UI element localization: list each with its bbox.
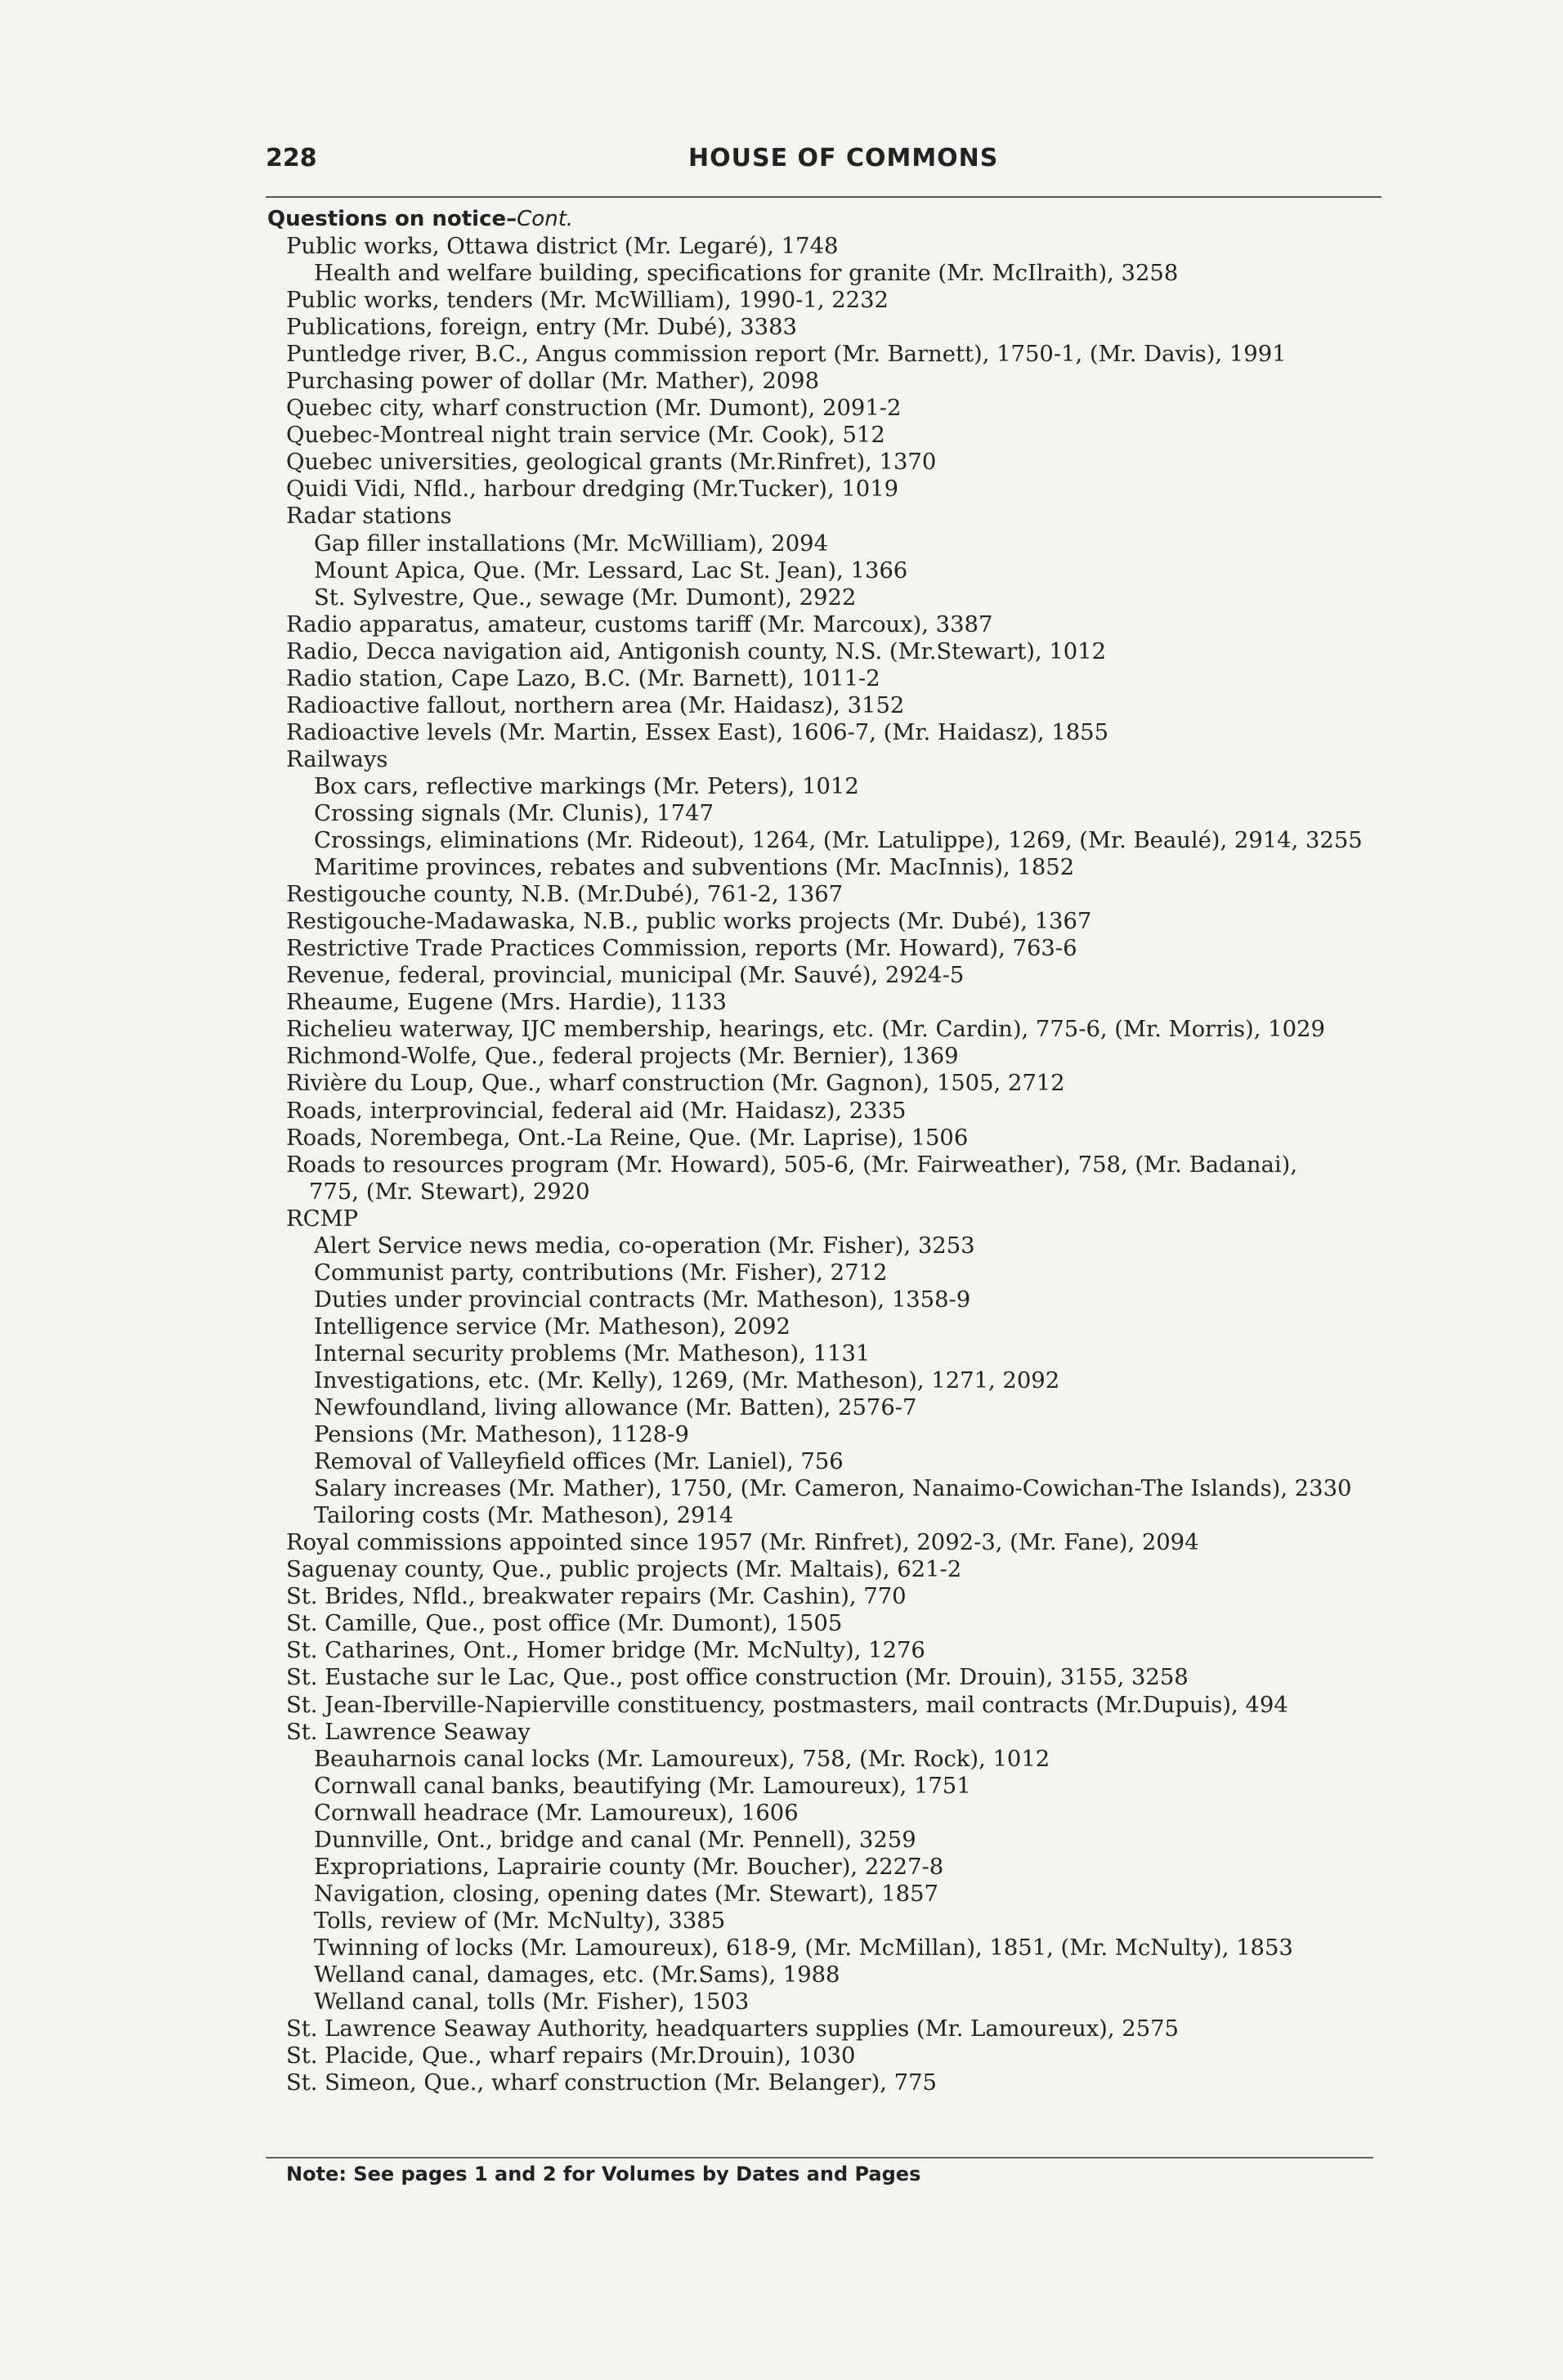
index-entry: Rheaume, Eugene (Mrs. Hardie), 1133	[286, 990, 727, 1016]
section-title: Questions on notice–	[267, 207, 517, 231]
index-entry: Roads, Norembega, Ont.-La Reine, Que. (Mr. Laprise), 1506	[286, 1125, 969, 1151]
index-entry: Radio, Decca navigation aid, Antigonish county, N.S. (Mr.Stewart), 1012	[286, 638, 1107, 664]
index-entry-continuation: 775, (Mr. Stewart), 2920	[309, 1179, 590, 1205]
header-rule	[266, 196, 1382, 198]
index-entry: St. Jean-Iberville-Napierville constituency, postmasters, mail contracts (Mr.Dupuis), 494	[286, 1692, 1288, 1718]
index-subentry: Crossing signals (Mr. Clunis), 1747	[314, 800, 714, 826]
page-title: HOUSE OF COMMONS	[688, 144, 999, 172]
index-subentry: St. Sylvestre, Que., sewage (Mr. Dumont), 2922	[314, 584, 857, 611]
index-entry: Royal commissions appointed since 1957 (Mr. Rinfret), 2092-3, (Mr. Fane), 2094	[286, 1530, 1199, 1556]
index-subentry: Welland canal, tolls (Mr. Fisher), 1503	[314, 1989, 750, 2015]
index-entry: Richmond-Wolfe, Que., federal projects (Mr. Bernier), 1369	[286, 1044, 959, 1070]
index-subentry: Cornwall headrace (Mr. Lamoureux), 1606	[314, 1800, 799, 1826]
index-entry: St. Simeon, Que., wharf construction (Mr. Belanger), 775	[286, 2070, 937, 2096]
index-entry: Roads to resources program (Mr. Howard), 505-6, (Mr. Fairweather), 758, (Mr. Badanai),	[286, 1152, 1298, 1178]
index-entry: Quebec universities, geological grants (Mr.Rinfret), 1370	[286, 450, 937, 476]
index-subentry: Tolls, review of (Mr. McNulty), 3385	[314, 1908, 726, 1934]
index-entry: St. Lawrence Seaway Authority, headquarters supplies (Mr. Lamoureux), 2575	[286, 2016, 1179, 2042]
index-subentry: Dunnville, Ont., bridge and canal (Mr. Pennell), 3259	[314, 1827, 916, 1853]
index-entry: St. Lawrence Seaway	[286, 1719, 531, 1745]
index-entry: Public works, Ottawa district (Mr. Legaré), 1748	[286, 234, 839, 259]
index-entry: Restigouche county, N.B. (Mr.Dubé), 761-2, 1367	[286, 882, 844, 908]
index-entry: St. Camille, Que., post office (Mr. Dumont), 1505	[286, 1611, 843, 1637]
index-subentry: Welland canal, damages, etc. (Mr.Sams), 1988	[314, 1962, 840, 1988]
index-entry: Roads, interprovincial, federal aid (Mr. Haidasz), 2335	[286, 1098, 907, 1124]
page-number: 228	[266, 144, 317, 172]
index-subentry: Communist party, contributions (Mr. Fisher), 2712	[314, 1259, 888, 1286]
index-entry: Rivière du Loup, Que., wharf construction (Mr. Gagnon), 1505, 2712	[286, 1071, 1065, 1097]
index-subentry: Maritime provinces, rebates and subventions (Mr. MacInnis), 1852	[314, 855, 1075, 881]
index-entry: Publications, foreign, entry (Mr. Dubé), 3383	[286, 315, 797, 341]
index-subentry: Gap filler installations (Mr. McWilliam), 2094	[314, 530, 828, 557]
index-subentry: Intelligence service (Mr. Matheson), 2092	[314, 1313, 790, 1340]
section-heading	[267, 207, 573, 231]
index-entry: Radio station, Cape Lazo, B.C. (Mr. Barnett), 1011-2	[286, 665, 880, 691]
index-entry: St. Catharines, Ont., Homer bridge (Mr. McNulty), 1276	[286, 1638, 925, 1664]
index-entries	[286, 233, 1398, 2096]
index-subentry: Removal of Valleyfield offices (Mr. Laniel), 756	[314, 1449, 844, 1475]
index-entry: Radio apparatus, amateur, customs tariff (Mr. Marcoux), 3387	[286, 611, 993, 638]
index-subentry: Newfoundland, living allowance (Mr. Batten), 2576-7	[314, 1395, 917, 1421]
index-subentry: Beauharnois canal locks (Mr. Lamoureux), 758, (Mr. Rock), 1012	[314, 1746, 1050, 1772]
page-header	[266, 144, 1382, 181]
index-subentry: Duties under provincial contracts (Mr. Matheson), 1358-9	[314, 1286, 971, 1313]
index-entry: Radioactive fallout, northern area (Mr. Haidasz), 3152	[286, 692, 905, 718]
index-subentry: Investigations, etc. (Mr. Kelly), 1269, (Mr. Matheson), 1271, 2092	[314, 1367, 1060, 1394]
index-entry: RCMP	[286, 1206, 359, 1232]
index-subentry: Navigation, closing, opening dates (Mr. Stewart), 1857	[314, 1881, 938, 1907]
index-subentry: Crossings, eliminations (Mr. Rideout), 1264, (Mr. Latulippe), 1269, (Mr. Beaulé), 2914, 3255	[314, 828, 1363, 854]
index-entry: Puntledge river, B.C., Angus commission report (Mr. Barnett), 1750-1, (Mr. Davis), 1991	[286, 342, 1287, 368]
index-entry: Richelieu waterway, IJC membership, hearings, etc. (Mr. Cardin), 775-6, (Mr. Morris), 1029	[286, 1017, 1325, 1043]
index-entry: St. Eustache sur le Lac, Que., post office construction (Mr. Drouin), 3155, 3258	[286, 1665, 1189, 1691]
index-entry: Saguenay county, Que., public projects (Mr. Maltais), 621-2	[286, 1557, 962, 1583]
index-subentry: Internal security problems (Mr. Matheson), 1131	[314, 1340, 871, 1367]
footer-note: Note: See pages 1 and 2 for Volumes by Dates and Pages	[286, 2163, 921, 2185]
index-subentry: Twinning of locks (Mr. Lamoureux), 618-9, (Mr. McMillan), 1851, (Mr. McNulty), 1853	[314, 1935, 1293, 1961]
index-subentry: Box cars, reflective markings (Mr. Peters), 1012	[314, 773, 859, 799]
index-entry: Quidi Vidi, Nfld., harbour dredging (Mr.Tucker), 1019	[286, 476, 899, 503]
index-entry: Quebec city, wharf construction (Mr. Dumont), 2091-2	[286, 396, 902, 422]
index-subentry: Pensions (Mr. Matheson), 1128-9	[314, 1422, 689, 1448]
index-subentry: Alert Service news media, co-operation (Mr. Fisher), 3253	[314, 1232, 975, 1259]
index-entry: St. Placide, Que., wharf repairs (Mr.Drouin), 1030	[286, 2043, 856, 2069]
index-subentry: Mount Apica, Que. (Mr. Lessard, Lac St. Jean), 1366	[314, 557, 908, 584]
index-subentry: Salary increases (Mr. Mather), 1750, (Mr. Cameron, Nanaimo-Cowichan-The Islands), 2330	[314, 1476, 1352, 1502]
index-entry: St. Brides, Nfld., breakwater repairs (Mr. Cashin), 770	[286, 1584, 907, 1610]
index-entry: Radar stations	[286, 503, 452, 530]
index-subentry: Tailoring costs (Mr. Matheson), 2914	[314, 1503, 734, 1529]
footer-rule	[266, 2157, 1373, 2159]
index-entry: Revenue, federal, provincial, municipal (Mr. Sauvé), 2924-5	[286, 963, 965, 989]
index-entry: Radioactive levels (Mr. Martin, Essex East), 1606-7, (Mr. Haidasz), 1855	[286, 719, 1109, 745]
section-cont: Cont.	[517, 207, 574, 231]
index-entry: Restrictive Trade Practices Commission, reports (Mr. Howard), 763-6	[286, 936, 1077, 962]
index-entry: Railways	[286, 746, 388, 772]
index-subentry: Cornwall canal banks, beautifying (Mr. Lamoureux), 1751	[314, 1773, 971, 1799]
index-subentry: Expropriations, Laprairie county (Mr. Boucher), 2227-8	[314, 1854, 944, 1880]
index-entry: Public works, tenders (Mr. McWilliam), 1990-1, 2232	[286, 288, 889, 314]
index-entry: Restigouche-Madawaska, N.B., public works projects (Mr. Dubé), 1367	[286, 909, 1092, 935]
index-subentry: Health and welfare building, specifications for granite (Mr. McIlraith), 3258	[314, 261, 1179, 287]
index-entry: Quebec-Montreal night train service (Mr. Cook), 512	[286, 423, 885, 449]
index-entry: Purchasing power of dollar (Mr. Mather), 2098	[286, 369, 820, 395]
